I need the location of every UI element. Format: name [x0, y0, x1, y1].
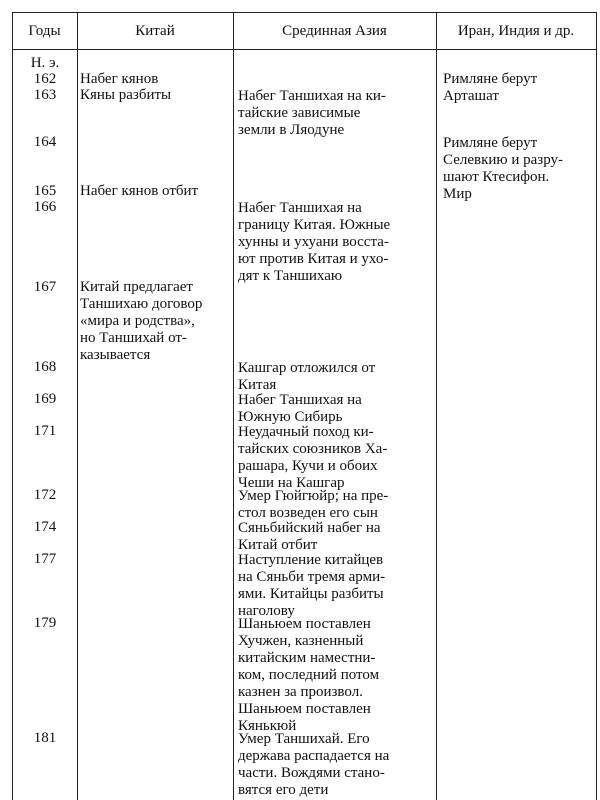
- central-asia-cell: Неудачный поход ки- тайских союзников Ха- рашара, Кучи и обоих Чеши на Кашгар: [238, 424, 388, 491]
- central-asia-cell: Набег Таншихая на ки- тайские зависимые земли в Ляодуне: [238, 88, 386, 138]
- year-cell: 163: [33, 87, 57, 103]
- china-cell: Набег кянов: [80, 71, 159, 87]
- table-left-rule: [12, 12, 13, 800]
- year-cell: 169: [33, 391, 57, 407]
- header-china: Китай: [135, 22, 175, 39]
- iran-cell: Римляне берут Селевкию и разру- шают Ктесифон. Мир: [443, 135, 563, 202]
- year-cell: 167: [33, 279, 57, 295]
- column-rule-china: [233, 12, 234, 800]
- year-cell: 181: [33, 730, 57, 746]
- china-cell: Кяны разбиты: [80, 87, 172, 103]
- central-asia-cell: Умер Гюйгюйр; на пре- стол возведен его сын: [238, 488, 389, 521]
- central-asia-cell: Сяньбийский набег на Китай отбит: [238, 520, 381, 553]
- central-asia-cell: Наступление китайцев на Сяньби тремя арми- ями. Китайцы разбиты наголову: [238, 552, 386, 619]
- year-cell: 171: [33, 423, 57, 439]
- year-cell: 164: [33, 134, 57, 150]
- table-right-rule: [596, 12, 597, 800]
- central-asia-cell: Набег Таншихая на границу Китая. Южные хунны и ухуани восста- ют против Китая и ухо- дят к Таншихаю: [238, 200, 391, 284]
- header-years: Годы: [28, 22, 61, 39]
- header-iran-india: Иран, Индия и др.: [457, 22, 575, 39]
- central-asia-cell: Шаньюем поставлен Хучжен, казненный китайским наместни- ком, последний потом казнен за произвол. Шаньюем поставлен Кянькюй: [238, 616, 380, 734]
- year-cell: 166: [33, 199, 57, 215]
- year-cell: 168: [33, 359, 57, 375]
- era-label: Н. э.: [30, 55, 60, 71]
- year-cell: 177: [33, 551, 57, 567]
- central-asia-cell: Кашгар отложился от Китая: [238, 360, 376, 393]
- year-cell: 174: [33, 519, 57, 535]
- header-central-asia: Срединная Азия: [282, 22, 387, 39]
- column-rule-asia: [436, 12, 437, 800]
- china-cell: Набег кянов отбит: [80, 183, 199, 199]
- year-cell: 179: [33, 615, 57, 631]
- central-asia-cell: Набег Таншихая на Южную Сибирь: [238, 392, 362, 425]
- year-cell: 162: [33, 71, 57, 87]
- year-cell: 172: [33, 487, 57, 503]
- china-cell: Китай предлагает Таншихаю договор «мира и родства», но Таншихай от- казывается: [80, 279, 203, 363]
- column-rule-years: [77, 12, 78, 800]
- central-asia-cell: Умер Таншихай. Его держава распадается на части. Вождями стано- вятся его дети: [238, 731, 390, 798]
- year-cell: 165: [33, 183, 57, 199]
- iran-cell: Римляне берут Арташат: [443, 71, 538, 104]
